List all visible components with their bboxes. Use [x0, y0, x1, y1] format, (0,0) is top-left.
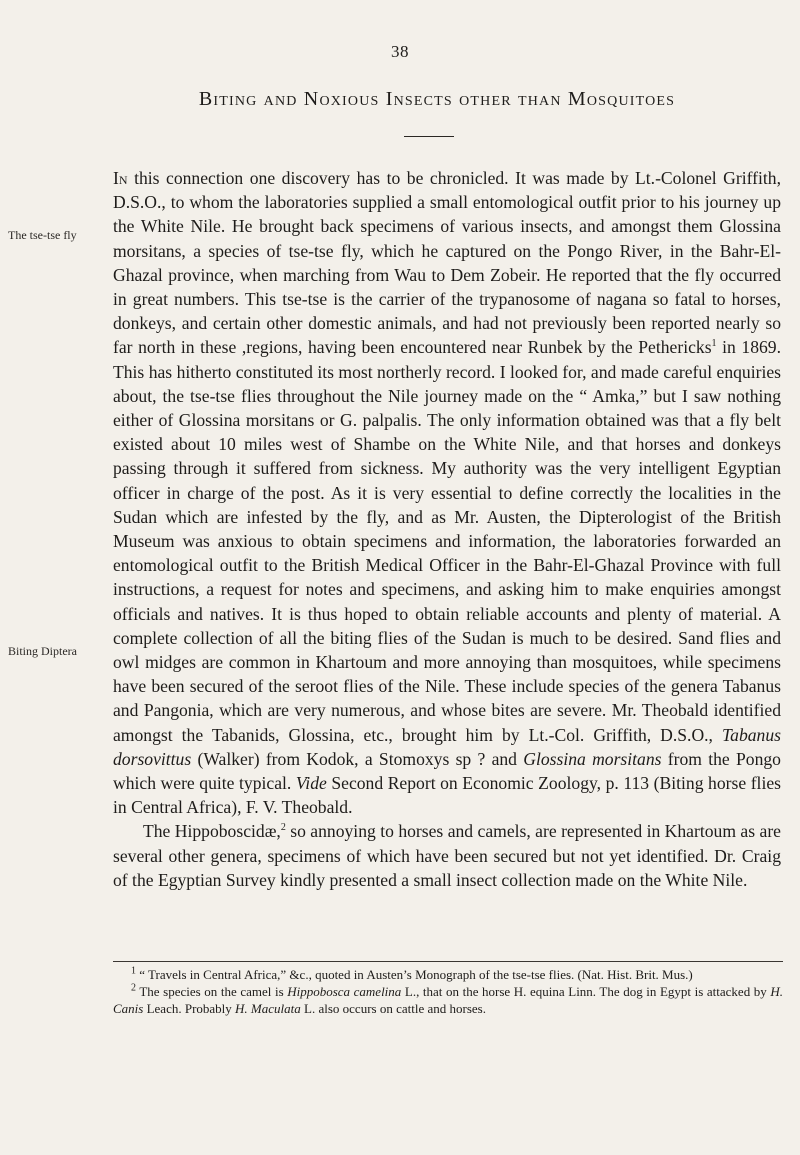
- footnote-2-italic-canis: H. Canis: [113, 984, 784, 1016]
- footnote-1: [113, 966, 783, 983]
- footnote-1-text: “ Travels in Central Africa,” &c., quoted in Austen’s Monograph of the tse-tse flies. (Nat. Hist. Brit. Mus.): [136, 967, 693, 982]
- paragraph-2: [113, 819, 781, 892]
- paragraph-1-text-c: (Walker) from Kodok, a Stomoxys sp ? and: [191, 748, 524, 769]
- footnote-2-text-a: The species on the camel is: [136, 984, 288, 999]
- paragraph-1-text-b: in 1869. This has hitherto constituted its most northerly record. I looked for, and made careful enquiries about, the tse-tse flies throughout the Nile journey made on the “ Amka,” but I saw nothing either of Glossina morsitans or G. palpalis. The only information obtained was that a fly belt existed about 10 miles west of Shambe on the White Nile, and that horses and donkeys passing through it suffered from sickness. My authority was the very intelligent Egyptian officer in charge of the post. As it is very essential to define correctly the localities in the Sudan which are infested by the fly, and as Mr. Austen, the Dipterologist of the British Museum was anxious to obtain specimens and information, the laboratories forwarded an entomological outfit to the British Medical Officer in the Bahr-El-Ghazal Province with full instructions, a request for notes and specimens, and asking him to make enquiries amongst officials and natives. It is thus hoped to obtain reliable accounts and plenty of material. A complete collection of all the biting flies of the Sudan is much to be desired. Sand flies and owl midges are common in Khartoum and more annoying than mosquitoes, while specimens have been secured of the seroot flies of the Nile. These include species of the genera Tabanus and Pangonia, which are very numerous, and whose bites are severe. Mr. Theobald identified amongst the Tabanids, Glossina, etc., brought him by Lt.-Col. Griffith, D.S.O.,: [113, 337, 781, 745]
- footnote-2: [113, 983, 783, 1017]
- footnote-2-italic-maculata: H. Maculata: [235, 1001, 301, 1016]
- page-number: 38: [391, 42, 409, 61]
- title-divider: [404, 136, 454, 137]
- paragraph-2-text-a: The Hippoboscidæ,: [143, 821, 281, 842]
- body-text: [113, 166, 781, 892]
- footnote-2-text-d: L. also occurs on cattle and horses.: [300, 1001, 486, 1016]
- paragraph-1: [113, 166, 781, 819]
- paragraph-1-text-d: from the Pongo which were quite typical.: [113, 748, 781, 794]
- footnote-divider: [113, 961, 783, 962]
- italic-tabanus: Tabanus dorsovittus: [113, 724, 781, 769]
- footnote-2-mark: 2: [131, 982, 136, 994]
- footnote-1-mark: 1: [131, 965, 136, 977]
- footnote-ref-2: 2: [280, 822, 286, 834]
- margin-note-tsetse: The tse-tse fly: [8, 228, 77, 242]
- italic-glossina: Glossina morsitans: [523, 748, 662, 769]
- margin-note-diptera: Biting Diptera: [8, 644, 77, 658]
- paragraph-2-text-b: so annoying to horses and camels, are represented in Khartoum as are several other genera, specimens of which have been secured but not yet identified. Dr. Craig of the Egyptian Survey kindly presented a small insect collection made on the White Nile.: [113, 821, 781, 890]
- footnote-ref-1: 1: [711, 338, 717, 350]
- footnotes: [113, 966, 783, 1017]
- footnote-2-text-b: L., that on the horse H. equina Linn. The dog in Egypt is attacked by: [401, 984, 771, 999]
- paragraph-1-text-a: this connection one discovery has to be chronicled. It was made by Lt.-Colonel Griffith, D.S.O., to whom the laboratories supplied a small entomological outfit prior to his journey up the White Nile. He brought back specimens of various insects, and amongst them Glossina morsitans, a species of tse-tse fly, which he captured on the Pongo River, in the Bahr-El-Ghazal province, when marching from Wau to Dem Zobeir. He reported that the fly occurred in great numbers. This tse-tse is the carrier of the trypanosome of nagana so fatal to horses, donkeys, and certain other domestic animals, and had not previously been reported nearly so far north in these ,regions, having been encountered near Runbek by the Pethericks: [113, 168, 781, 358]
- footnote-2-italic-camelina: Hippobosca camelina: [287, 984, 402, 999]
- paragraph-1-text-e: Second Report on Economic Zoology, p. 113 (Biting horse flies in Central Africa), F. V. Theobald.: [113, 773, 781, 818]
- footnote-2-text-c: Leach. Probably: [143, 1001, 236, 1016]
- page-title: Biting and Noxious Insects other than Mosquitoes: [198, 88, 676, 110]
- drop-word: In: [113, 168, 128, 188]
- italic-vide: Vide: [295, 773, 327, 794]
